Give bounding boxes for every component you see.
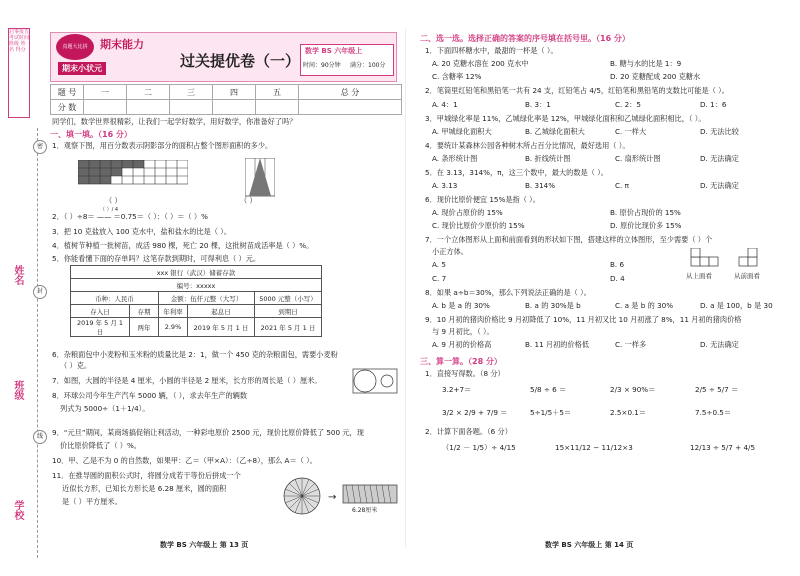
mc-option[interactable]: B. 原价占现价的 15% (610, 208, 681, 217)
mc-option[interactable]: C. π (615, 181, 629, 190)
score-header-cell: 三 (170, 85, 213, 100)
mc-option[interactable]: C. 扇形统计图 (615, 154, 661, 163)
intro-text: 同学们，数学世界很精彩，让我们一起学好数学，用好数学，你准备好了吗？ (52, 117, 297, 126)
question-11-cont: 近似长方形，已知长方形长是 6.28 厘米，圆的面积 (62, 484, 227, 493)
calc-item: 7.5÷0.5＝ (695, 408, 732, 417)
large-circle (354, 370, 376, 392)
deposit-currency: 币种：人民币 (71, 292, 159, 305)
section-fill-in: 一、填一填。（16 分） (50, 130, 132, 139)
seal-mark: 密 (33, 140, 47, 154)
exam-subject: 数学 BS 六年级上 (305, 47, 363, 55)
score-header-cell: 二 (127, 85, 170, 100)
mc-question-7: 7．一个立体图形从上面和前面看到的形状如下图，搭建这样的立体图形，至少需要（ ）个 (425, 235, 713, 244)
page-divider (405, 28, 406, 548)
mc-option[interactable]: A. 甲城绿化面积大 (432, 127, 492, 136)
binding-line (37, 128, 38, 558)
shaded-triangle (249, 158, 271, 196)
exam-time: 时间：90分钟 (303, 62, 341, 69)
question-9-cont: 价比原价降低了（ ）%。 (60, 441, 141, 450)
question-5: 5．你能看懂下面的存单吗？这笔存款到期时，可得利息（ ）元。 (52, 254, 261, 263)
calc-item: 3.2+7＝ (442, 385, 472, 394)
calc-item: 2/5 ÷ 5/7 ＝ (695, 385, 739, 394)
mc-question-3: 3．甲城绿化率是 11%，乙城绿化率是 12%，甲城绿化面积和乙城绿化面积相比，（ ）。 (425, 114, 706, 123)
question-8-cont: 列式为 5000÷（1＋1/4）。 (60, 404, 150, 413)
score-input-cell[interactable] (299, 100, 402, 115)
sidebar-notice-box: 启事报告 考试时间 班级 姓名 得分 (8, 28, 30, 118)
front-view-label: 从前面看 (734, 272, 760, 280)
calc-item: 5÷1/5＋5＝ (530, 408, 572, 417)
binding-sidebar (0, 28, 30, 568)
mc-option[interactable]: C. 7 (432, 274, 447, 283)
mc-option[interactable]: D. a 是 100，b 是 30 (700, 301, 773, 310)
mc-option[interactable]: A. 条形统计图 (432, 154, 478, 163)
deposit-cell: 两年 (130, 318, 159, 337)
mc-option[interactable]: D. 原价比现价多 15% (610, 221, 682, 230)
question-6-cont: （ ）克。 (60, 361, 92, 370)
calc-part-1: 1．直接写得数。（8 分） (425, 369, 505, 378)
class-label: 班级 (12, 380, 23, 400)
deposit-amount-small: 5000 元整（小写） (255, 292, 322, 305)
grid-figure (78, 160, 188, 188)
mc-option[interactable]: C. 现价比原价少原价的 15% (432, 221, 525, 230)
mc-option[interactable]: A. 9 月初的价格高 (432, 340, 492, 349)
mc-option[interactable]: B. 314% (525, 181, 556, 190)
top-view-label: 从上面看 (686, 272, 712, 280)
question-11: 11．在推导圆的面积公式时，将圆分成若干等份后拼成一个 (52, 471, 241, 480)
question-10: 10．甲、乙是不为 0 的自然数，如果甲：乙＝（甲×A）：（乙÷8），那么 A＝（ ）。 (52, 456, 317, 465)
mc-option[interactable]: D. 无法确定 (700, 154, 739, 163)
score-input-cell[interactable] (127, 100, 170, 115)
mc-question-2: 2．笔筒里红铅笔和黑铅笔一共有 24 支，红铅笔占 4/5，红铅笔和黑铅笔的支数比可能是（ ）。 (425, 86, 729, 95)
mc-option[interactable]: D. 1：6 (700, 100, 727, 109)
mc-option[interactable]: B. 折线统计图 (525, 154, 571, 163)
deposit-bank: xxx 银行（武汉）储蓄存款 (71, 266, 322, 279)
deposit-slip (70, 265, 322, 337)
circles-figure (352, 368, 398, 394)
question-9: 9．“元旦”期间，某商场搞促销让利活动，一种彩电原价 2500 元，现价比原价降低了 500 元，现 (52, 428, 364, 437)
deposit-header: 到期日 (255, 305, 322, 318)
mc-option[interactable]: D. 无法确定 (700, 181, 739, 190)
score-header-cell: 总 分 (299, 85, 402, 100)
top-view-figure (690, 248, 720, 268)
arrow-icon: → (328, 492, 337, 503)
question-8: 8．环球公司今年生产汽车 5000 辆，（ ），求去年生产的辆数 (52, 391, 248, 400)
footer-left: 数学 BS 六年级上 第 13 页 (160, 541, 249, 549)
mc-option[interactable]: C. 2：5 (615, 100, 641, 109)
mc-option[interactable]: B. 3：1 (525, 100, 551, 109)
mc-option[interactable]: B. 乙城绿化面积大 (525, 127, 585, 136)
score-input-cell[interactable] (170, 100, 213, 115)
exam-title: 过关提优卷（一） (180, 52, 301, 70)
deposit-cell: 2021 年 5 月 1 日 (255, 318, 322, 337)
mc-option[interactable]: A. 5 (432, 260, 446, 269)
section-choose: 二、选一选。选择正确的答案的序号填在括号里。（16 分） (420, 34, 630, 43)
exam-full-score: 满分：100分 (350, 62, 386, 69)
mc-option[interactable]: A. 4：1 (432, 100, 458, 109)
section-calculate: 三、算一算。（28 分） (420, 357, 502, 366)
mc-option[interactable]: D. 无法确定 (700, 340, 739, 349)
score-header-cell: 题 号 (51, 85, 84, 100)
mc-question-8: 8．如果 a÷b＝30%，那么下列说法正确的是（ ）。 (425, 288, 591, 297)
approx-rectangle (342, 484, 398, 506)
question-11-cont2: 是（ ）平方厘米。 (62, 497, 122, 506)
mc-option[interactable]: D. 无法比较 (700, 127, 739, 136)
calc-expression: 12/13 ÷ 5/7 + 4/5 (690, 443, 756, 452)
score-header-cell: 一 (84, 85, 127, 100)
mc-question-7-cont: 小正方体。 (432, 247, 468, 256)
seal-mark-2: 封 (33, 285, 47, 299)
mc-option[interactable]: D. 4 (610, 274, 625, 283)
mc-option[interactable]: C. 含糖率 12% (432, 72, 482, 81)
calc-expression: 15×11/12 − 11/12×3 (555, 443, 633, 452)
mc-option[interactable]: A. 现价占原价的 15% (432, 208, 503, 217)
mc-option[interactable]: A. 20 克糖水溶在 200 克水中 (432, 59, 529, 68)
deposit-account: 编号：xxxxx (71, 279, 322, 292)
front-view-figure (738, 248, 768, 268)
deposit-amount: 金额：伍仟元整（大写） (159, 292, 255, 305)
calc-item: 2.5×0.1＝ (610, 408, 647, 417)
mc-question-1: 1．下面四杯糖水中，最甜的一杯是（ ）。 (425, 46, 558, 55)
mc-option[interactable]: D. 20 克糖配成 200 克糖水 (610, 72, 701, 81)
score-header-cell: 四 (213, 85, 256, 100)
question-7: 7．如图，大圆的半径是 4 厘米，小圆的半径是 2 厘米，长方形的周长是（ ）厘米。 (52, 376, 322, 385)
mc-option[interactable]: C. 一样大 (615, 127, 647, 136)
mc-option[interactable]: B. 糖与水的比是 1：9 (610, 59, 682, 68)
question-1: 1．观察下图，用百分数表示阴影部分的面积占整个图形面积的多少。 (52, 141, 273, 150)
calc-part-2: 2．计算下面各题。（6 分） (425, 427, 512, 436)
footer-right: 数学 BS 六年级上 第 14 页 (545, 541, 634, 549)
calc-expression: （1/2 － 1/5）÷ 4/15 (442, 443, 516, 452)
score-input-cell[interactable] (213, 100, 256, 115)
mc-question-6: 6．现价比原价便宜 15%是指（ ）。 (425, 195, 540, 204)
score-input-cell[interactable] (84, 100, 127, 115)
deposit-header: 起息日 (188, 305, 255, 318)
brand-logo: 真题大比拼 (56, 34, 94, 60)
mc-option[interactable]: B. a 的 30%是 b (525, 301, 581, 310)
fraction-4: （ ）/ 4 (100, 207, 119, 213)
question-3: 3．把 10 克盐放入 100 克水中，盐和盐水的比是（ ）。 (52, 227, 232, 236)
mc-question-4: 4．要统计某森林公园各种树木所占百分比情况，最好选用（ ）。 (425, 141, 630, 150)
score-header-cell: 五 (256, 85, 299, 100)
deposit-cell: 2019 年 5 月 1 日 (71, 318, 130, 337)
brand-line2: 期末小状元 (58, 62, 106, 75)
question-6: 6．杂粮面包中小麦粉和玉米粉的质量比是 2：1，做一个 450 克的杂粮面包，需要小麦粉 (52, 350, 338, 359)
question-4: 4．植树节种植一批树苗，成活 980 棵，死亡 20 棵，这批树苗成活率是（ ）%。 (52, 241, 314, 250)
answer-blank[interactable]: （ ） (105, 196, 122, 205)
mc-option[interactable]: B. 6 (610, 260, 625, 269)
score-label-cell: 分 数 (51, 100, 84, 115)
deposit-cell: 2019 年 5 月 1 日 (188, 318, 255, 337)
question-2: 2．（ ）÷8＝ —— ＝0.75＝（ ）：（ ）＝（ ）% (52, 212, 208, 221)
brand-line1: 期末能力 (100, 38, 144, 51)
mc-option[interactable]: A. 3.13 (432, 181, 458, 190)
deposit-header: 存入日 (71, 305, 130, 318)
deposit-header: 年利率 (159, 305, 188, 318)
mc-question-9: 9．10 月初的猪肉价格比 9 月初降低了 10%，11 月初又比 10 月初涨了 8%，11 月初的猪肉价格 (425, 315, 742, 324)
rect-length-label: 6.28厘米 (352, 507, 378, 514)
mc-question-5: 5．在 3.13，314%，π，这三个数中，最大的数是（ ）。 (425, 168, 608, 177)
triangle-figure (245, 158, 275, 198)
name-label: 姓名 (12, 265, 23, 285)
school-label: 学校 (12, 500, 23, 520)
calc-item: 5/8 ÷ 6 ＝ (530, 385, 567, 394)
mc-option[interactable]: C. 一样多 (615, 340, 647, 349)
divided-circle (282, 476, 322, 516)
calc-item: 2/3 × 90%＝ (610, 385, 656, 394)
deposit-cell: 2.9% (159, 318, 188, 337)
mc-option[interactable]: A. b 是 a 的 30% (432, 301, 490, 310)
score-input-cell[interactable] (256, 100, 299, 115)
mc-option[interactable]: C. a 是 b 的 30% (615, 301, 674, 310)
answer-blank[interactable]: （ ） (240, 196, 257, 205)
mc-question-9-cont: 与 9 月初比，（ ）。 (432, 327, 494, 336)
calc-item: 3/2 × 2/9 + 7/9 ＝ (442, 408, 508, 417)
score-table (50, 84, 402, 115)
line-mark: 线 (33, 430, 47, 444)
small-circle (381, 375, 393, 387)
deposit-header: 存期 (130, 305, 159, 318)
mc-option[interactable]: B. 11 月初的价格低 (525, 340, 590, 349)
